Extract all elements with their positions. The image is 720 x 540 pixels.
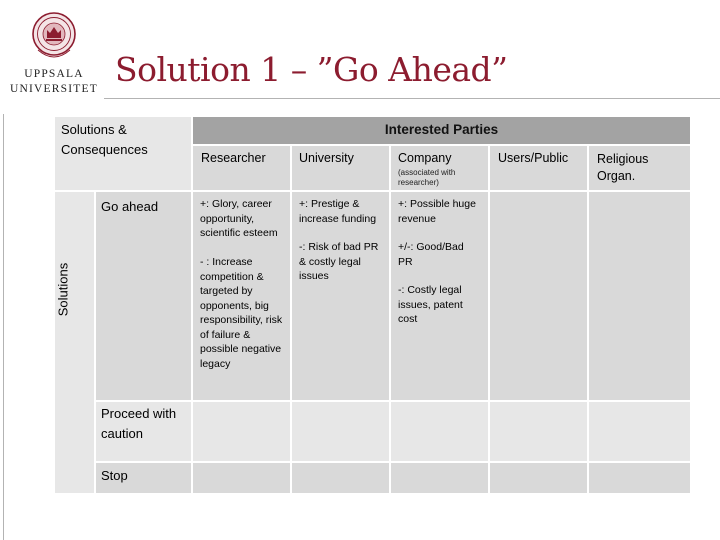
cell-caution-users-public xyxy=(490,402,587,461)
university-name-line1: UPPSALA xyxy=(24,68,84,80)
cell-go-ahead-researcher xyxy=(193,192,290,400)
cell-stop-researcher xyxy=(193,463,290,493)
cell-con: -: Costly legal issues, patent cost xyxy=(398,284,463,325)
cell-go-ahead-religious-organ xyxy=(589,192,690,400)
column-header-users-public xyxy=(490,146,587,190)
column-label: University xyxy=(299,151,354,165)
cell-go-ahead-users-public xyxy=(490,192,587,400)
column-label: Company xyxy=(398,151,452,165)
column-header-religious-organ xyxy=(589,146,690,190)
cell-stop-users-public xyxy=(490,463,587,493)
cell-caution-religious-organ xyxy=(589,402,690,461)
university-name-line2: UNIVERSITET xyxy=(10,83,98,95)
cell-con: - : Increase competition & targeted by opponents, big responsibility, risk of failure & possible negative legacy xyxy=(200,256,283,370)
cell-caution-company xyxy=(391,402,488,461)
header-divider xyxy=(104,98,720,99)
column-header-university xyxy=(292,146,389,190)
corner-cell xyxy=(55,117,191,190)
row-label: Stop xyxy=(101,468,128,483)
cell-mixed: +/-: Good/Bad PR xyxy=(398,241,464,268)
cell-stop-university xyxy=(292,463,389,493)
uppsala-logo xyxy=(6,10,102,98)
cell-pro: +: Possible huge revenue xyxy=(398,198,476,225)
row-label-go-ahead xyxy=(96,192,191,400)
cell-stop-company xyxy=(391,463,488,493)
cell-pro: +: Glory, career opportunity, scientific esteem xyxy=(200,198,278,239)
group-header-label: Interested Parties xyxy=(384,122,499,137)
column-label: Users/Public xyxy=(498,151,569,165)
row-axis-label: Solutions xyxy=(55,262,71,317)
column-note: (associated with researcher) xyxy=(398,168,456,187)
cell-go-ahead-university xyxy=(292,192,389,400)
cell-pro: +: Prestige & increase funding xyxy=(299,198,377,225)
slide-title: Solution 1 – ”Go Ahead” xyxy=(115,50,508,89)
row-axis-cell xyxy=(55,192,94,493)
column-label: Religious Organ. xyxy=(597,152,649,183)
column-header-researcher xyxy=(193,146,290,190)
row-label: Go ahead xyxy=(101,199,159,214)
cell-go-ahead-company xyxy=(391,192,488,400)
column-label: Researcher xyxy=(201,151,266,165)
cell-caution-researcher xyxy=(193,402,290,461)
cell-con: -: Risk of bad PR & costly legal issues xyxy=(299,241,379,282)
row-label-proceed-with-caution xyxy=(96,402,191,461)
university-seal-icon xyxy=(32,10,76,64)
row-label: Proceed with caution xyxy=(101,406,177,441)
corner-label: Solutions & Consequences xyxy=(61,122,148,157)
column-header-company xyxy=(391,146,488,190)
cell-stop-religious-organ xyxy=(589,463,690,493)
cell-caution-university xyxy=(292,402,389,461)
row-label-stop xyxy=(96,463,191,493)
interested-parties-header xyxy=(193,117,690,144)
left-divider xyxy=(3,114,4,540)
